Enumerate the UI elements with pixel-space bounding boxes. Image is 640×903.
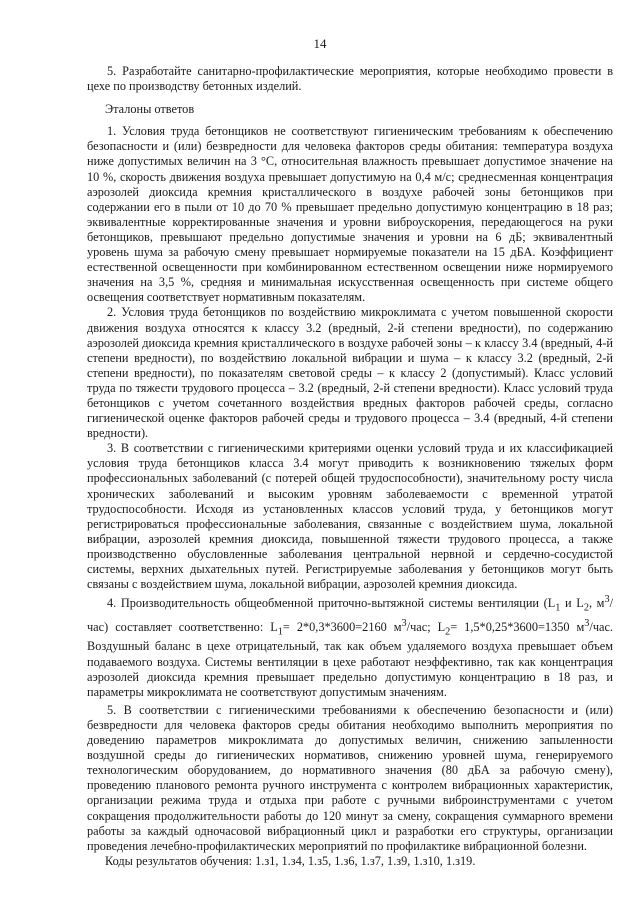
answer-4-text: /час) составляет соответственно: L	[87, 596, 613, 634]
answers-heading: Эталоны ответов	[105, 102, 195, 117]
answer-4-text: = 2*0,3*3600=2160 м	[282, 619, 402, 634]
answer-4-text: , м	[588, 596, 605, 611]
subscript-2: 2	[583, 602, 589, 614]
answer-4-text: = 1,5*0,25*3600=1350 м	[450, 619, 585, 634]
superscript-3: 3	[401, 617, 407, 629]
superscript-3: 3	[604, 594, 610, 606]
subscript-1: 1	[277, 626, 283, 638]
answer-4-text: /час; L	[406, 619, 446, 634]
answer-4-text: 4. Производительность общеобменной приточно-вытяжной системы вентиляции (L	[107, 596, 556, 611]
subscript-1: 1	[555, 602, 561, 614]
answer-2-paragraph: 2. Условия труда бетонщиков по воздействию микроклимата с учетом повышенной скорости движения воздуха относятся к классу 3.2 (вредный, 2-й степени вредности), по содержанию аэрозолей диоксида кремния кристаллического в воздухе рабочей зоны – к классу 3.4 (вредный, 4-й степени вредности), по воздействию локальной вибрации и шума – к классу 3.2 (вредный, 2-й степени вредности), по показателям световой среды – к классу 2 (допустимый). Класс условий труда по тяжести трудового процесса – 3.2 (вредный, 2-й степени вредности). Класс условий труда бетонщиков с учетом сочетанного воздействия вредных факторов рабочей среды, согласно гигиенической оценке факторов рабочей среды и трудового процесса – 3.4 (вредный, 4-й степени вредности).	[87, 305, 613, 441]
result-codes: Коды результатов обучения: 1.з1, 1.з4, 1.з5, 1.з6, 1.з7, 1.з9, 1.з10, 1.з19.	[105, 853, 476, 868]
answer-4-paragraph	[87, 592, 613, 700]
answer-1-paragraph: 1. Условия труда бетонщиков не соответствуют гигиеническим требованиям к обеспечению безопасности и (или) безвредности для человека факторов среды обитания: температура воздуха ниже допустимых величин на 3 °С, относительная влажность превышает допустимое значение на 10 %, скорость движения воздуха превышает допустимую на 0,4 м/с; среднесменная концентрация аэрозолей диоксида кремния кристаллического в воздухе рабочей зоны бетонщиков при содержании его в пыли от 10 до 70 % превышает предельно допустимую концентрацию в 18 раз; эквивалентные корректированные значения и уровни виброускорения, передающегося на руки бетонщиков, превышают предельно допустимые значения и уровни на 6 дБ; эквивалентный уровень шума за рабочую смену превышает нормируемые показатели на 15 дБА. Коэффициент естественной освещенности при комбинированном естественном освещении ниже нормируемого значения на 3,5 %, средняя и минимальная искусственная освещенность при системе общего освещения соответствует нормативным показателям.	[87, 124, 613, 305]
answer-4-text: /час. Воздушный баланс в цехе отрицательный, так как объем удаляемого воздуха превышает объем подаваемого воздуха. Системы вентиляции в цехе работают неэффективно, так как концентрация аэрозолей диоксида кремния превышает предельно допустимую концентрацию в 18 раз, и параметры микроклимата не соответствуют допустимым значениям.	[87, 619, 613, 699]
answer-5-paragraph: 5. В соответствии с гигиеническими требованиями к обеспечению безопасности и (или) безвредности для человека факторов среды обитания необходимо выполнить мероприятия по доведению параметров микроклимата до допустимых величин, снижению запыленности воздушной среды до гигиенических нормативов, снижению уровней шума, генерируемого технологическим оборудованием, до нормативного значения (80 дБА за рабочую смену), проведению планового ремонта ручного инструмента с контролем вибрационных характеристик, организации режима труда и отдыха при работе с ручными виброинструментами с учетом сокращения продолжительности работы до 120 минут за смену, сокращения суммарного времени работы за каждый одночасовой вибрационный цикл и разработки его структуры, организации проведения лечебно-профилактических мероприятий по профилактике вибрационной болезни.	[87, 702, 613, 853]
page-content	[87, 64, 613, 869]
answer-4-text: и L	[560, 596, 584, 611]
superscript-3: 3	[584, 617, 590, 629]
page-number: 14	[313, 36, 327, 51]
task-5-paragraph: 5. Разработайте санитарно-профилактические мероприятия, которые необходимо провести в цехе по производству бетонных изделий.	[87, 64, 613, 94]
subscript-2: 2	[445, 626, 451, 638]
answer-3-paragraph: 3. В соответствии с гигиеническими критериями оценки условий труда и их классификацией условия труда бетонщиков класса 3.4 могут приводить к возникновению тяжелых форм профессиональных заболеваний (с потерей общей трудоспособности), значительному росту числа хронических заболеваний и высоким уровням заболеваемости с временной утратой трудоспособности. Исходя из установленных классов условий труда, у бетонщиков могут регистрироваться профессиональные заболевания, связанные с воздействием шума, локальной вибрации, аэрозолей кремния диоксида, повышенной тяжести трудового процесса, а также производственно обусловленные заболевания центральной нервной и сердечно-сосудистой системы, верхних дыхательных путей. Регистрируемые заболевания у бетонщиков могут быть связаны с воздействием шума, локальной вибрации, аэрозолей кремния диоксида.	[87, 441, 613, 592]
